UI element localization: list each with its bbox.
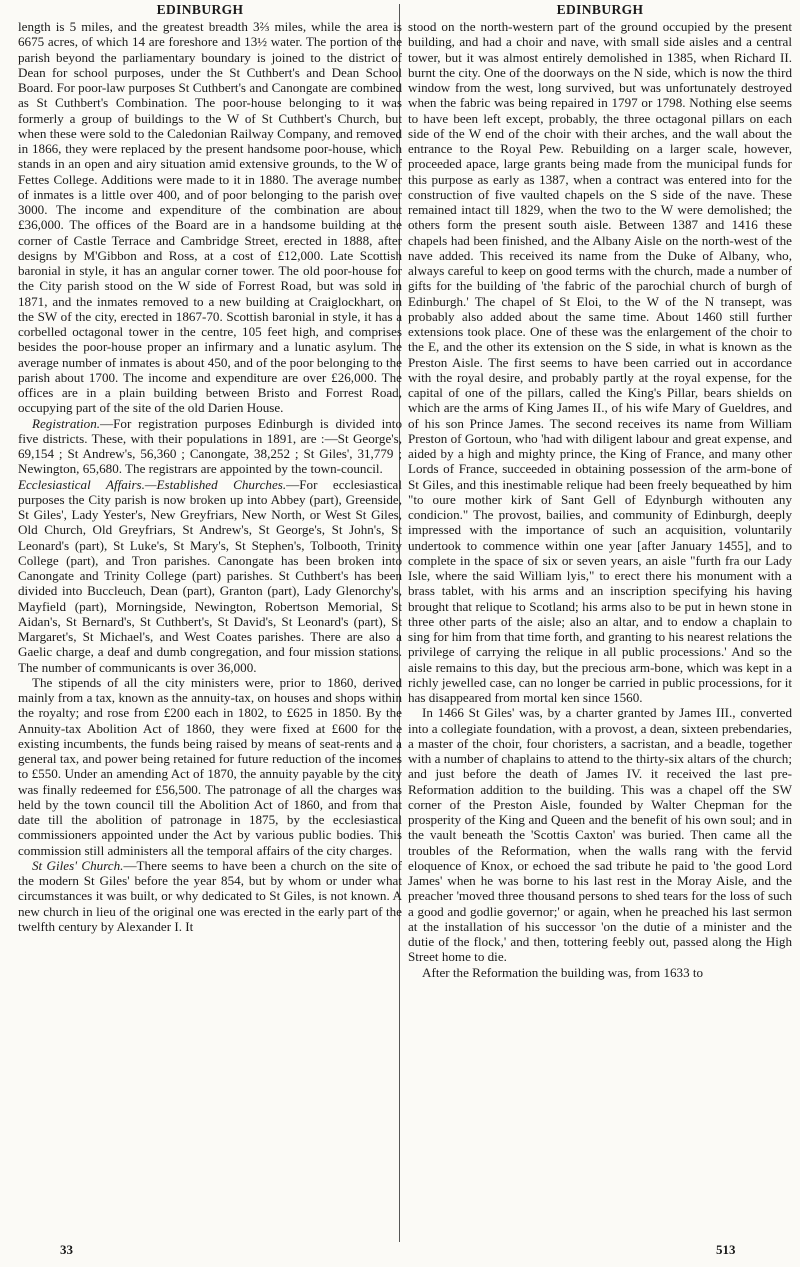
paragraph-after-reformation: After the Reformation the building was, from 1633 to xyxy=(422,964,704,980)
heading-registration: Registration. xyxy=(32,415,101,431)
paragraph-st-giles-history: stood on the north-western part of the ground occupied by the present building, and had a choir and nave, with small side aisles and a central tower, but it was almost entirely demolished in 1385, when Richard II. burnt the city. One of the doorways on the N side, which is now the third window from the west, long survived, but was unfortunately destroyed when the fabric was being repaired in 1797 or 1798. Nothing else seems to have been left except, probably, the three octagonal pillars on each side of the W end of the choir with their arches, and the wall about the entrance to the Royal Pew. Rebuilding on a larger scale, however, proceeded apace, large grants being made from the municipal funds for this purpose as early as 1387, when a contract was entered into for the construction of five vaulted chapels on the S side of the nave. These remained intact till 1829, when the two to the W were demolished; the others form the present south aisle. Between 1387 and 1416 these chapels had been finished, and the Albany Aisle on the north-west of the nave added. This received its name from the Duke of Albany, who, always careful to keep on good terms with the church, made a number of gifts for the building of 'the fabric of the parochial church of burgh of Edinburgh.' The chapel of St Eloi, to the W of the N transept, was probably also added about the same time. About 1460 still further extensions took place. One of these was the enlargement of the choir to the E, and the other its extension on the S side, in what is known as the Preston Aisle. The first seems to have been carried out in accordance with the royal desire, and probably partly at the royal expense, for the capital of one of the pillars, called the King's Pillar, bears shields on which are the arms of King James II., of his wife Mary of Gueldres, and of his son Prince James. The second receives its name from William Preston of Gortoun, who 'had with diligent labour and great expense, and aided by a high and mighty prince, the King of France, and many other Lords of France, succeeded in obtaining possession of the arm-bone of St Giles, and this inestimable relique had been freely bequeathed by him "to oure mother kirk of Sant Gell of Edynburgh withouten any condicion." The provost, bailies, and community of Edinburgh, deeply impressed with the importance of such an acquisition, voluntarily undertook to commence within one year [after January 1455], and to complete in the space of six or seven years, an aisle "furth fra our Lady Isle, where the said William lyis," to erect there his monument with a brass tablet, with his arms and an inscription specifying his having brought that relique to Scotland; his arms also to be put in hewn stone in three other parts of the aisle; also an altar, and to endow a chaplain to sing for him from that time forth, and granting to his nearest relations the privilege of carrying the relique in all public processions.' And so the aisle remains to this day, but the precious arm-bone, which was kept in a richly jewelled case, can no longer be carried in public processions, for it has disappeared from mortal ken since 1560. xyxy=(408,19,792,705)
running-head-left: EDINBURGH xyxy=(156,2,244,17)
text-st-giles: —There seems to have been a church on the site of the modern St Giles' before the year 854, but by whom or under what circumstances it was built, or why dedicated to St Giles, is not known. A new church in lieu of the original one was erected in the early part of the twelfth century by Alexander I. It xyxy=(18,857,402,934)
heading-ecclesiastical: Ecclesiastical Affairs.—Established Churches. xyxy=(18,476,287,492)
right-column xyxy=(408,19,792,1240)
paragraph-stipends: The stipends of all the city ministers were, prior to 1860, derived mainly from a tax, known as the annuity-tax, on houses and shops within the royalty; and rose from £200 each in 1802, to £625 in 1850. By the Annuity-tax Abolition Act of 1860, they were fixed at £600 for the existing incumbents, the funds being raised by means of seat-rents and a general tax, and power being retained for future reduction of the incomes to £550. Under an amending Act of 1870, the annuity payable by the city was finally redeemed for £56,500. The patronage of all the charges was held by the town council till the Abolition Act of 1860, and from that date till the abolition of patronage in 1875, by the ecclesiastical commissioners appointed under the Act by various public bodies. This commission still administers all the temporal affairs of the city charges. xyxy=(18,674,402,858)
heading-st-giles: St Giles' Church. xyxy=(32,857,124,873)
page-number-right: 513 xyxy=(716,1242,736,1257)
paragraph-st-giles xyxy=(18,858,402,934)
running-head-right: EDINBURGH xyxy=(556,2,644,17)
left-column xyxy=(18,19,402,1240)
paragraph-collegiate: In 1466 St Giles' was, by a charter granted by James III., converted into a collegiate foundation, with a provost, a dean, sixteen prebendaries, a master of the choir, four choristers, a sacristan, and a beadle, together with a number of chaplains to attend to the thirty-six altars of the church; and just before the death of James IV. it received the last pre-Reformation addition to the building. This was a chapel off the SW corner of the Preston Aisle, founded by Walter Chepman for the prosperity of the King and Queen and the benefit of his own soul; and in the vault beneath the 'Scottis Caxton' was buried. Then came all the troubles of the Reformation, when the walls rang with the fervid eloquence of Knox, or echoed the sad tribute he paid to 'the good Lord James' when he was borne to his last rest in the Moray Aisle, and the preacher 'moved three thousand persons to shed tears for the loss of such a good and godlie governor;' or again, when he preached his last sermon at the installation of his successor 'on the dutie of a minister and the dutie of the flock,' and then, tottering feebly out, passed along the High Street home to die. xyxy=(408,705,792,965)
paragraph-ecclesiastical xyxy=(18,477,402,675)
text-ecclesiastical: —For ecclesiastical purposes the City parish is now broken up into Abbey (part), Greenside, St Giles', Lady Yester's, New Greyfriars, New North, or West St Giles, Old Church, Old Greyfriars, St Andrew's, St George's, St John's, St Leonard's (part), St Luke's, St Mary's, St Stephen's, Tolbooth, Trinity College (part), and Tron parishes. Canongate has been broken into Canongate and Trinity College (part) parishes. St Cuthbert's has been divided into Buccleuch, Dean (part), Granton (part), Lady Glenorchy's, Mayfield (part), Morningside, Newington, Robertson Memorial, St Aidan's, St Bernard's, St Cuthbert's, St David's, St Leonard's (part), St Margaret's, St Michael's, and West Coates parishes. There are also a Gaelic charge, a deaf and dumb congregation, and four mission stations. The number of communicants is over 36,000. xyxy=(18,476,402,675)
page-number-left: 33 xyxy=(60,1242,73,1257)
text-registration: —For registration purposes Edinburgh is divided into five districts. These, with their populations in 1891, are :—St George's, 69,154 ; St Andrew's, 56,360 ; Canongate, 38,252 ; St Giles', 31,779 ; Newington, 65,680. The registrars are appointed by the town-council. xyxy=(18,415,402,477)
paragraph-registration xyxy=(18,416,402,477)
paragraph-parish-poor-law: length is 5 miles, and the greatest breadth 3⅔ miles, while the area is 6675 acres, of which 14 are foreshore and 13½ water. The portion of the parish beyond the parliamentary boundary is joined to the district of Dean for school purposes, under the St Cuthbert's and Dean School Board. For poor-law purposes St Cuthbert's and Canongate are combined as St Cuthbert's Combination. The poor-house belonging to it was formerly a group of buildings to the W of St Cuthbert's Church, but when these were sold to the Caledonian Railway Company, and removed in 1866, they were replaced by the present handsome poor-house, which stands in an open and airy situation amid extensive grounds, to the W of Fettes College. Additions were made to it in 1880. The average number of inmates is a little over 400, and of poor belonging to the parish over 3000. The income and expenditure of the combination are about £36,000. The offices of the Board are in a handsome building at the corner of Castle Terrace and Cambridge Street, erected in 1888, after designs by M'Gibbon and Ross, at a cost of £12,000. Late Scottish baronial in style, it has an angular corner tower. The old poor-house for the City parish stood on the W side of Forrest Road, but was sold in 1871, and the inmates removed to a new building at Craiglockhart, on the SW of the city, erected in 1867-70. Scottish baronial in style, it has a corbelled octagonal tower in the centre, 105 feet high, and comprises besides the poor-house proper an infirmary and a lunatic asylum. The average number of inmates is about 450, and of the poor belonging to the parish about 1700. The income and expenditure are over £26,000. The offices are in a plain building between Bristo and Forrest Road, occupying part of the site of the old Darien House. xyxy=(18,19,402,416)
